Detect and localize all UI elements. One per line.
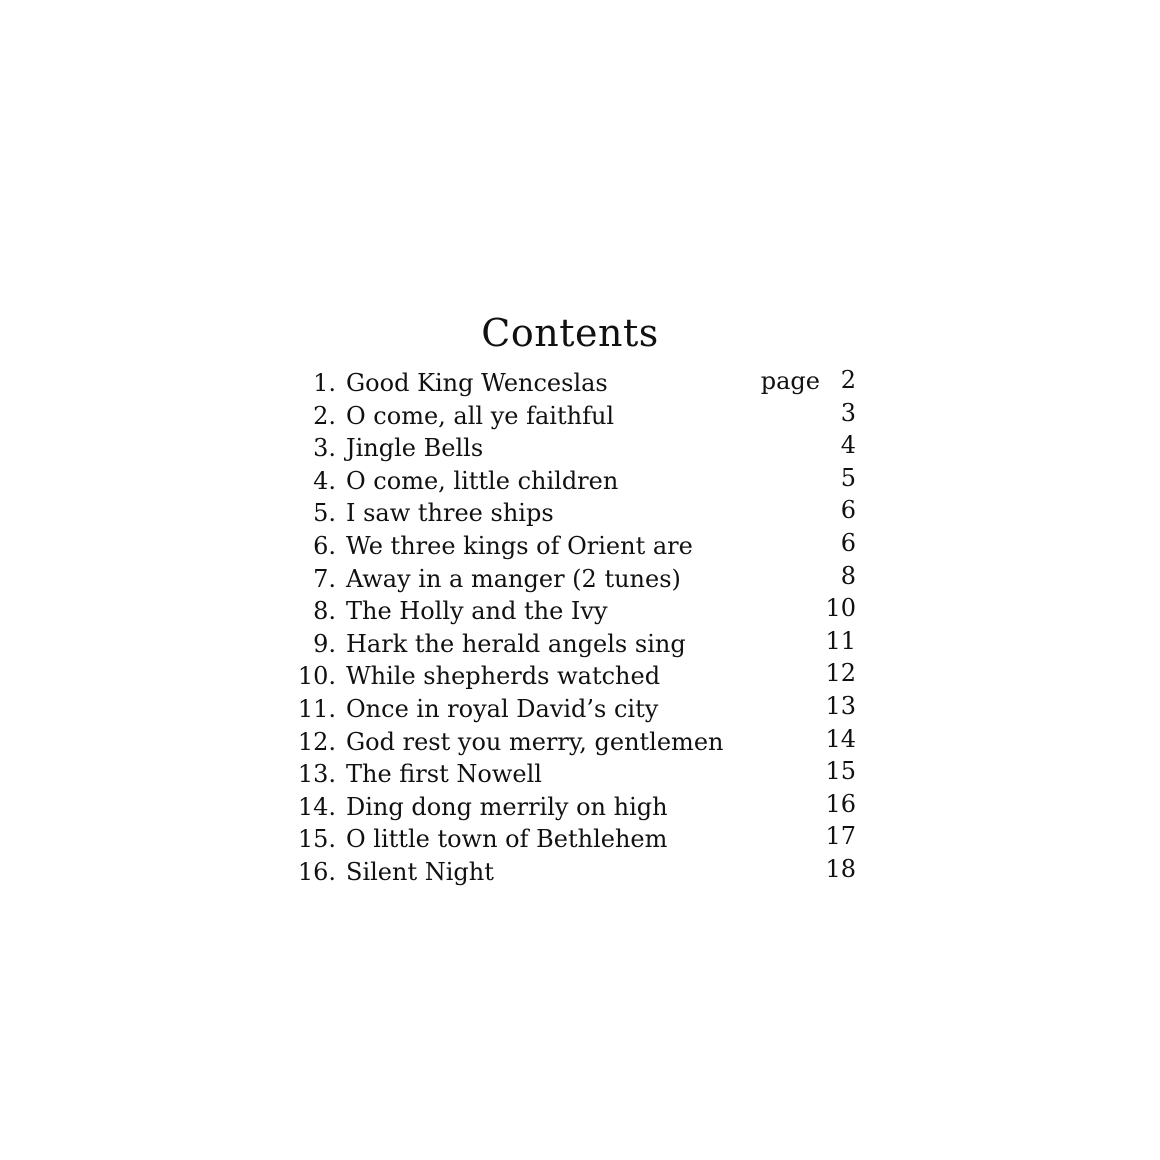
entry-number: 15.	[297, 825, 336, 854]
entry-title: While shepherds watched	[346, 662, 661, 691]
entry-number: 6.	[313, 531, 336, 560]
entry-title: I saw three ships	[346, 499, 554, 528]
toc-entry	[296, 660, 866, 693]
entry-number: 16.	[297, 857, 336, 886]
entry-number: 5.	[313, 499, 336, 528]
entry-page-number: 17	[825, 822, 856, 851]
entry-number: 1.	[313, 369, 336, 397]
entry-number: 14.	[297, 792, 336, 821]
entry-title: Silent Night	[346, 857, 494, 886]
entry-page-number: 10	[825, 594, 856, 623]
entry-number: 3.	[313, 434, 336, 463]
entry-number: 8.	[313, 597, 336, 626]
entry-title: Hark the herald angels sing	[346, 629, 686, 658]
toc-entry	[296, 465, 866, 498]
entry-page-number: 4	[840, 431, 856, 460]
toc-entry	[296, 791, 866, 824]
entry-title: Once in royal David’s city	[346, 694, 659, 723]
toc-entry	[296, 563, 866, 596]
entry-title: O come, all ye faithful	[346, 401, 615, 430]
entry-number: 9.	[313, 629, 336, 658]
toc-entry	[296, 758, 866, 791]
page-label: page	[760, 367, 820, 395]
entry-number: 4.	[313, 466, 336, 495]
entry-number: 11.	[297, 694, 336, 723]
table-of-contents	[296, 367, 866, 889]
entry-title: O little town of Bethlehem	[346, 825, 668, 854]
entry-title: The first Nowell	[346, 760, 542, 789]
entry-page-number: 11	[825, 626, 856, 655]
entry-number: 2.	[313, 401, 336, 430]
toc-entry	[296, 497, 866, 530]
toc-entry	[296, 367, 866, 400]
entry-page-number: 3	[840, 398, 856, 427]
toc-entry	[296, 856, 866, 889]
toc-entry	[296, 432, 866, 465]
entry-page-number: 8	[840, 561, 856, 590]
toc-entry	[296, 823, 866, 856]
toc-entry	[296, 400, 866, 433]
entry-title: The Holly and the Ivy	[346, 597, 608, 626]
page-title: Contents	[481, 311, 659, 356]
toc-entry	[296, 726, 866, 759]
entry-title: Good King Wenceslas	[346, 369, 608, 397]
entry-title: God rest you merry, gentlemen	[346, 727, 724, 756]
toc-entry	[296, 693, 866, 726]
entry-page-number: 16	[825, 789, 856, 818]
toc-entry	[296, 628, 866, 661]
entry-page-number: 14	[825, 724, 856, 753]
entry-page-number: 2	[840, 366, 856, 394]
entry-page-number: 12	[825, 659, 856, 688]
entry-page-number: 6	[840, 496, 856, 525]
entry-title: Ding dong merrily on high	[346, 792, 668, 821]
entry-title: We three kings of Orient are	[346, 531, 693, 560]
entry-title: Away in a manger (2 tunes)	[346, 564, 681, 593]
entry-page-number: 15	[825, 757, 856, 786]
entry-number: 7.	[313, 564, 336, 593]
toc-entry	[296, 595, 866, 628]
entry-number: 13.	[297, 760, 336, 789]
entry-page-number: 6	[840, 528, 856, 557]
entry-page-number: 5	[840, 463, 856, 492]
entry-page-number: 18	[825, 854, 856, 883]
entry-page-number: 13	[825, 691, 856, 720]
entry-title: Jingle Bells	[346, 434, 484, 463]
toc-entry	[296, 530, 866, 563]
entry-number: 12.	[297, 727, 336, 756]
entry-title: O come, little children	[346, 466, 619, 495]
entry-number: 10.	[297, 662, 336, 691]
